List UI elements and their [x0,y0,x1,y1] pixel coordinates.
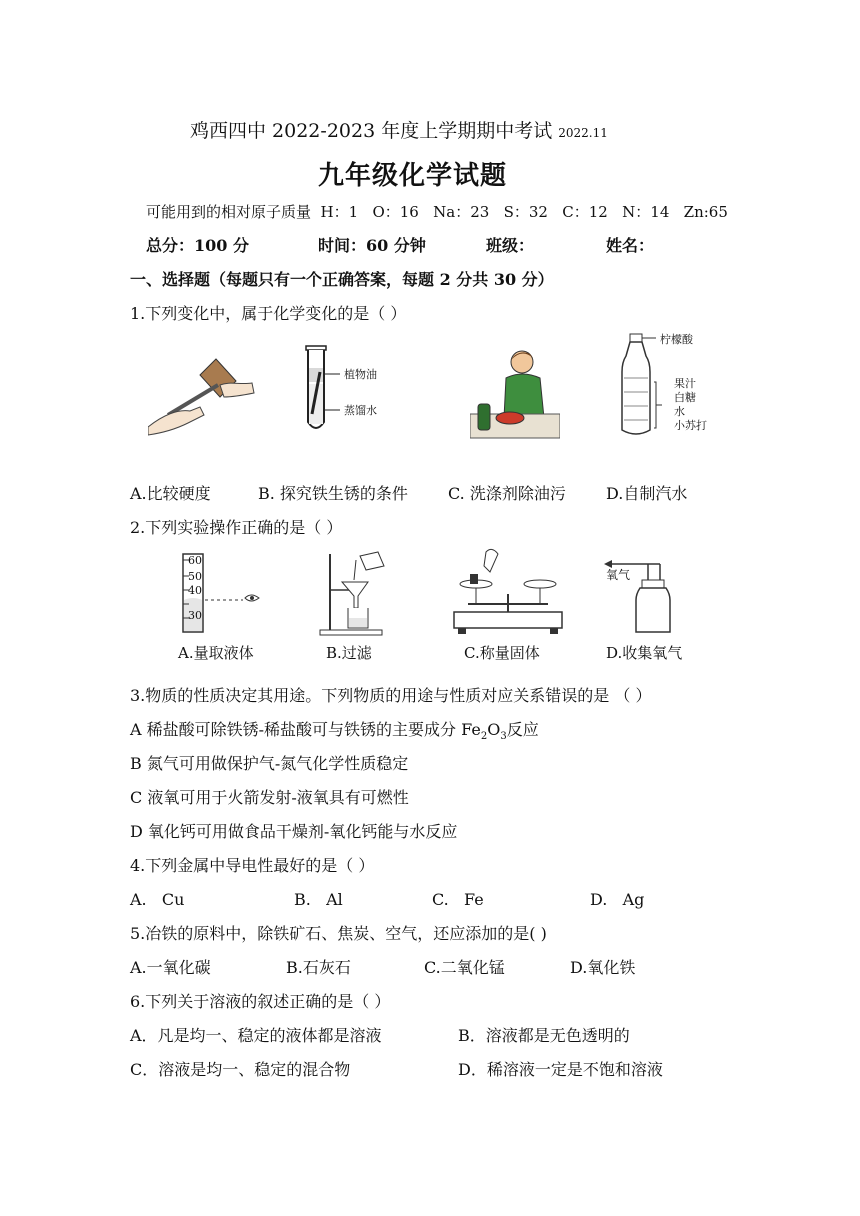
q2-caption-c: C.称量固体 [464,644,540,662]
q3-stem: 3.物质的性质决定其用途。下列物质的用途与性质对应关系错误的是 （ ） [130,686,652,705]
q6-option-a: A．凡是均一、稳定的液体都是溶液 [130,1026,382,1045]
q2-caption-d: D.收集氧气 [606,644,683,662]
total-score: 总分：100 分 [146,236,249,255]
q1-option-c: C. 洗涤剂除油污 [448,484,566,503]
atomic-masses: 可能用到的相对原子质量 H：1 O：16 Na：23 S：32 C：12 N：14 Zn:65 [146,203,728,221]
scale-60: 60 [188,554,202,567]
q4-option-a: A. Cu [130,890,185,909]
scale-30: 30 [188,609,202,622]
q5-stem: 5.冶铁的原料中，除铁矿石、焦炭、空气，还应添加的是( ) [130,924,547,943]
q1-option-b: B. 探究铁生锈的条件 [258,484,408,503]
label-oxygen: 氧气 [606,568,631,582]
exam-time: 时间：60 分钟 [318,236,426,255]
section-heading: 一、选择题（每题只有一个正确答案，每题 2 分共 30 分） [130,270,554,289]
q4-stem: 4.下列金属中导电性最好的是（ ） [130,856,375,875]
exam-title-text: 鸡西四中 2022-2023 年度上学期期中考试 [190,120,553,142]
washing-dishes-illustration [470,348,560,440]
q3-option-b: B 氮气可用做保护气-氮气化学性质稳定 [130,754,409,773]
filtration-illustration [312,548,402,636]
q3-option-a: A 稀盐酸可除铁锈-稀盐酸可与铁锈的主要成分 $Fe_2O_3$反应 [130,720,539,743]
q6-option-c: C．溶液是均一、稳定的混合物 [130,1060,351,1079]
subject-title: 九年级化学试题 [318,161,508,191]
label-baking-soda: 小苏打 [674,419,707,432]
exam-title [190,116,608,143]
q5-option-a: A.一氧化碳 [130,958,211,977]
label-water: 水 [674,405,685,418]
test-tube-illustration [298,344,408,436]
balance-illustration [448,546,568,636]
label-vegetable-oil: 植物油 [344,368,377,381]
q6-option-d: D．稀溶液一定是不饱和溶液 [458,1060,663,1079]
q2-caption-b: B.过滤 [326,644,372,662]
scale-40: 40 [188,584,202,597]
hardness-comparison-illustration [148,345,258,440]
q4-option-d: D. Ag [590,890,645,909]
q1-option-d: D.自制汽水 [606,484,688,503]
q5-option-b: B.石灰石 [286,958,351,977]
q3-option-d: D 氧化钙可用做食品干燥剂-氧化钙能与水反应 [130,822,458,841]
q1-stem: 1.下列变化中，属于化学变化的是（ ） [130,304,407,323]
q4-option-c: C. Fe [432,890,484,909]
q2-stem: 2.下列实验操作正确的是（ ） [130,518,343,537]
q6-option-b: B．溶液都是无色透明的 [458,1026,630,1045]
q5-option-c: C.二氧化锰 [424,958,505,977]
scale-50: 50 [188,570,202,583]
q4-option-b: B. Al [294,890,343,909]
gas-collection-illustration [604,552,694,634]
q1-option-a: A.比较硬度 [130,484,211,503]
name-field: 姓名： [606,236,655,255]
q5-option-d: D.氧化铁 [570,958,636,977]
q2-caption-a: A.量取液体 [178,644,254,662]
label-juice: 果汁 [674,377,696,390]
q6-stem: 6.下列关于溶液的叙述正确的是（ ） [130,992,391,1011]
label-distilled-water: 蒸馏水 [344,404,377,417]
exam-date: 2022.11 [558,126,608,140]
label-citric-acid: 柠檬酸 [660,333,693,346]
q3-option-c: C 液氧可用于火箭发射-液氧具有可燃性 [130,788,409,807]
label-sugar: 白糖 [674,391,696,404]
class-field: 班级： [486,236,535,255]
